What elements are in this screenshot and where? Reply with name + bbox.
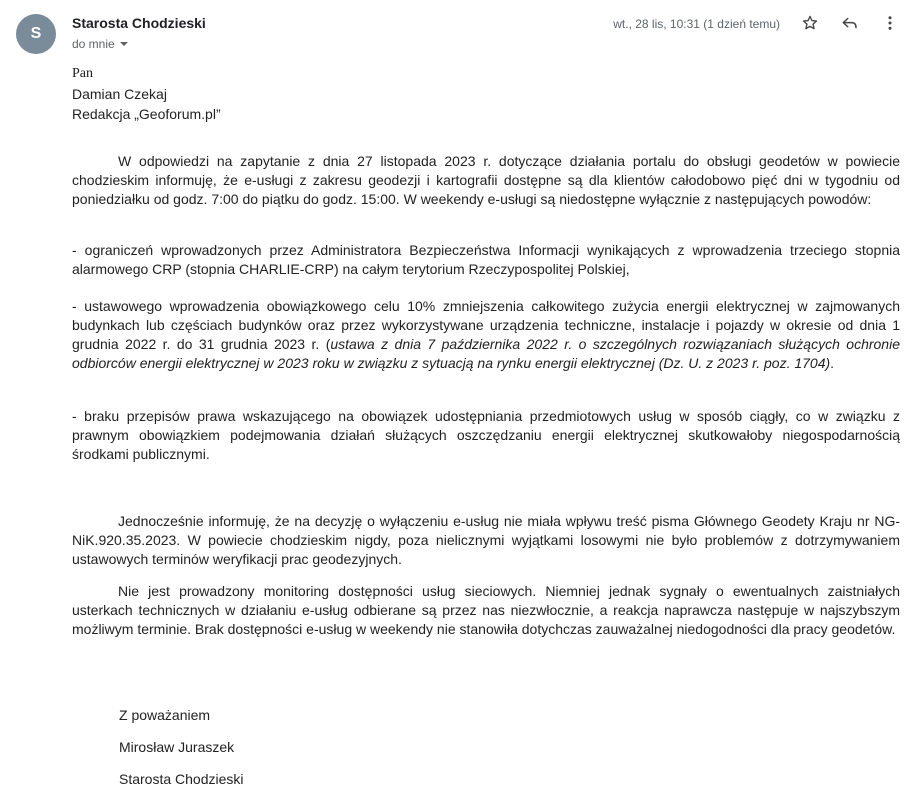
message-date: wt., 28 lis, 10:31 (1 dzień temu) bbox=[613, 17, 780, 31]
sender-name[interactable]: Starosta Chodzieski bbox=[72, 15, 206, 31]
addressee-name: Damian Czekaj bbox=[72, 86, 167, 102]
chevron-down-icon bbox=[119, 39, 129, 49]
star-button[interactable] bbox=[798, 13, 822, 37]
paragraph-reason-1: - ograniczeń wprowadzonych przez Administratora Bezpieczeństwa Informacji wynikających z wprowadzenia trzeciego stopnia alarmowego CRP (stopnia CHARLIE-CRP) na całym terytorium Rzeczypospolitej Polskiej, bbox=[72, 242, 900, 277]
avatar[interactable]: S bbox=[16, 14, 56, 54]
addressee-salutation: Pan bbox=[72, 66, 93, 81]
message-header bbox=[0, 0, 921, 60]
reply-icon bbox=[841, 14, 859, 37]
paragraph-reason-2 bbox=[72, 297, 900, 373]
more-options-button[interactable] bbox=[878, 13, 902, 37]
more-vert-icon bbox=[881, 14, 899, 37]
paragraph-reason-3: - braku przepisów prawa wskazującego na obowiązek udostępniania przedmiotowych usług w sposób ciągły, co w związku z prawnym obowiązkiem podejmowania działań służących oszczędzaniu energii elektrycznej skutkowałoby niegospodarnością środkami publicznymi. bbox=[72, 408, 900, 462]
reason-2-text: - ustawowego wprowadzenia obowiązkowego celu 10% zmniejszenia całkowitego zużycia energii elektrycznej w zajmowanych budynkach lub częściach budynków oraz przez wykorzystywane urządzenia techniczne, instalacje i pojazdy w okresie od dnia 1 grudnia 2022 r. do 31 grudnia 2023 r. ( bbox=[72, 298, 900, 352]
message-body bbox=[72, 64, 900, 787]
recipient-label: do mnie bbox=[72, 37, 115, 51]
signature-closing: Z poważaniem bbox=[119, 707, 211, 723]
addressee-organization: Redakcja „Geoforum.pl” bbox=[72, 106, 221, 122]
signature-title: Starosta Chodzieski bbox=[119, 771, 244, 787]
signature-name: Mirosław Juraszek bbox=[119, 739, 235, 755]
paragraph-intro: W odpowiedzi na zapytanie z dnia 27 listopada 2023 r. dotyczące działania portalu do obsługi geodetów w powiecie chodzieskim informuję, że e-usługi z zakresu geodezji i kartografii dostępne są dla klientów całodobowo pięć dni w tygodniu od poniedziałku od godz. 7:00 do piątku do godz. 15:00. W weekendy e-usługi są niedostępne wyłącznie z następujących powodów: bbox=[72, 153, 900, 207]
star-icon bbox=[801, 14, 819, 37]
reason-2-end: . bbox=[830, 355, 835, 371]
paragraph-monitoring: Nie jest prowadzony monitoring dostępności usług sieciowych. Niemniej jednak sygnały o ewentualnych zaistniałych usterkach technicznych w działaniu e-usług odbierane są przez nas niezwłocznie, a reakcja naprawcza następuje w najszybszym możliwym terminie. Brak dostępności e-usług w weekendy nie stanowiła dotychczas zauważalnej niedogodności dla pracy geodetów. bbox=[72, 583, 900, 637]
paragraph-additional-info: Jednocześnie informuję, że na decyzję o wyłączeniu e-usług nie miała wpływu treść pisma Głównego Geodety Kraju nr NG-NiK.920.35.2023. W powiecie chodzieskim nigdy, poza nielicznymi wyjątkami losowymi nie było problemów z dotrzymywaniem ustawowych terminów weryfikacji prac geodezyjnych. bbox=[72, 513, 900, 567]
addressee-block bbox=[72, 64, 900, 124]
reason-2-legal-reference: ustawa z dnia 7 października 2022 r. o szczególnych rozwiązaniach służących ochronie odbiorców energii elektrycznej w 2023 roku w związku z sytuacją na rynku energii elektrycznej (Dz. U. z 2023 r. poz. 1704) bbox=[72, 336, 900, 371]
reply-button[interactable] bbox=[838, 13, 862, 37]
recipient-details-toggle[interactable] bbox=[72, 37, 129, 51]
